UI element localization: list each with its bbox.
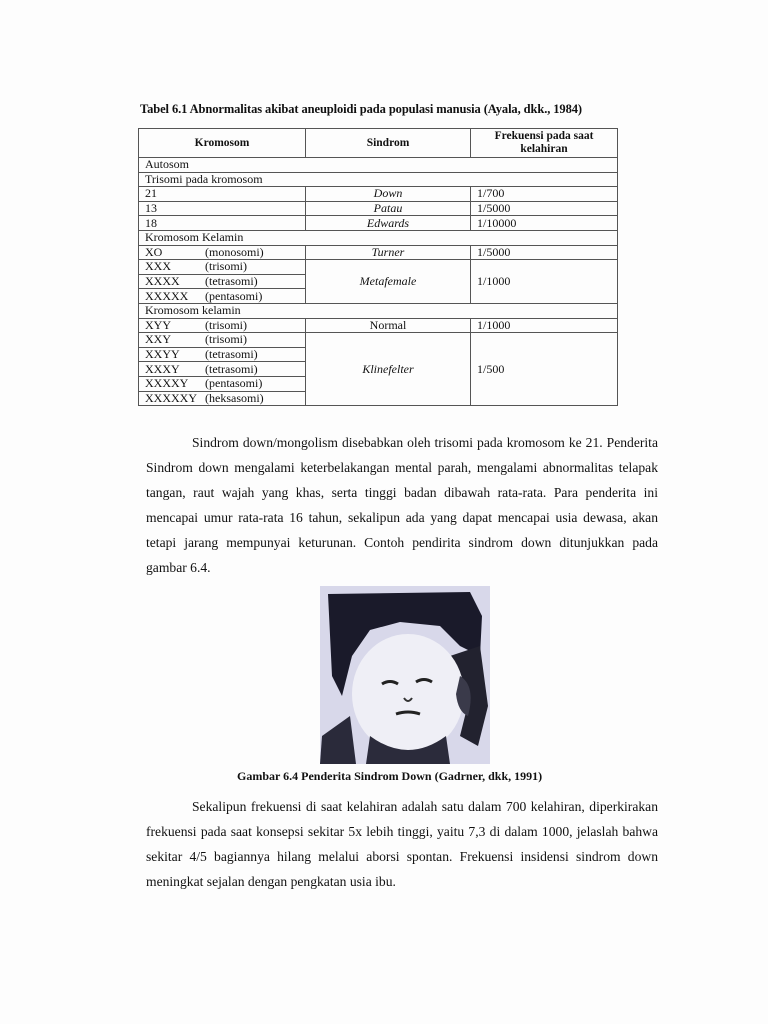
cell-sindrom: Down xyxy=(306,187,471,202)
paragraph-1-text: Sindrom down/mongolism disebabkan oleh trisomi pada kromosom ke 21. Penderita Sindrom down mengalami keterbelakangan mental parah, mengalami abnormalitas telapak tangan, raut wajah yang khas, serta tinggi badan dibawah rata-rata. Para penderita ini mencapai umur rata-rata 16 tahun, sekalipun ada yang dapat mencapai usia dewasa, akan tetapi jarang mempunyai keturunan. Contoh pendirita sindrom down ditunjukkan pada gambar 6.4. xyxy=(146,435,658,575)
kromosom-note: (pentasomi) xyxy=(205,288,263,303)
kromosom-code: XXYY xyxy=(145,347,180,362)
cell-kromosom: 21 xyxy=(139,187,306,202)
cell-frekuensi: 1/5000 xyxy=(471,245,618,260)
table-row xyxy=(139,303,618,318)
section-autosom: Autosom xyxy=(139,158,618,173)
cell-sindrom: Edwards xyxy=(306,216,471,231)
cell-sindrom: Patau xyxy=(306,201,471,216)
kromosom-code: XO xyxy=(145,244,163,259)
cell-kromosom xyxy=(139,347,306,362)
cell-sindrom: Normal xyxy=(306,318,471,333)
kromosom-note: (monosomi) xyxy=(205,244,264,259)
cell-frekuensi: 1/700 xyxy=(471,187,618,202)
cell-sindrom: Turner xyxy=(306,245,471,260)
cell-kromosom xyxy=(139,289,306,304)
cell-frekuensi: 1/5000 xyxy=(471,201,618,216)
header-kromosom: Kromosom xyxy=(139,129,306,158)
table-row xyxy=(139,245,618,260)
kromosom-note: (tetrasomi) xyxy=(205,274,258,289)
cell-kromosom xyxy=(139,333,306,348)
kromosom-code: XXXX xyxy=(145,274,180,289)
cell-kromosom: 13 xyxy=(139,201,306,216)
cell-kromosom xyxy=(139,245,306,260)
table-caption: Tabel 6.1 Abnormalitas akibat aneuploidi pada populasi manusia (Ayala, dkk., 1984) xyxy=(140,102,582,116)
table-row xyxy=(139,260,618,275)
kromosom-code: XXX xyxy=(145,259,171,274)
kromosom-code: XXXXXY xyxy=(145,390,197,405)
table-row xyxy=(139,158,618,173)
kromosom-note: (trisomi) xyxy=(205,332,247,347)
table-row xyxy=(139,172,618,187)
cell-kromosom xyxy=(139,376,306,391)
kromosom-code: XXXXY xyxy=(145,376,189,391)
figure-caption: Gambar 6.4 Penderita Sindrom Down (Gadrner, dkk, 1991) xyxy=(237,769,543,783)
table-header-row xyxy=(139,129,618,158)
kromosom-note: (trisomi) xyxy=(205,317,247,332)
cell-frekuensi: 1/10000 xyxy=(471,216,618,231)
cell-kromosom xyxy=(139,362,306,377)
header-frekuensi: Frekuensi pada saat kelahiran xyxy=(471,129,618,158)
kromosom-note: (heksasomi) xyxy=(205,390,264,405)
table-row xyxy=(139,318,618,333)
section-trisomi: Trisomi pada kromosom xyxy=(139,172,618,187)
section-kromosom-kelamin: Kromosom Kelamin xyxy=(139,230,618,245)
kromosom-note: (trisomi) xyxy=(205,259,247,274)
paragraph-2 xyxy=(146,794,658,894)
aneuploidy-table xyxy=(138,128,618,406)
cell-frekuensi: 1/1000 xyxy=(471,260,618,304)
table-row xyxy=(139,201,618,216)
paragraph-1 xyxy=(146,430,658,580)
kromosom-code: XYY xyxy=(145,317,171,332)
cell-kromosom: 18 xyxy=(139,216,306,231)
table-row xyxy=(139,187,618,202)
section-kromosom-kelamin-2: Kromosom kelamin xyxy=(139,303,618,318)
cell-frekuensi: 1/1000 xyxy=(471,318,618,333)
cell-frekuensi: 1/500 xyxy=(471,333,618,406)
kromosom-note: (tetrasomi) xyxy=(205,347,258,362)
cell-sindrom: Klinefelter xyxy=(306,333,471,406)
kromosom-note: (tetrasomi) xyxy=(205,361,258,376)
kromosom-note: (pentasomi) xyxy=(205,376,263,391)
cell-kromosom xyxy=(139,318,306,333)
down-syndrome-photo xyxy=(320,586,490,764)
cell-kromosom xyxy=(139,274,306,289)
cell-sindrom: Metafemale xyxy=(306,260,471,304)
kromosom-code: XXY xyxy=(145,332,171,347)
cell-kromosom xyxy=(139,260,306,275)
photo-illustration xyxy=(320,586,490,764)
paragraph-2-text: Sekalipun frekuensi di saat kelahiran adalah satu dalam 700 kelahiran, diperkirakan frekuensi pada saat konsepsi sekitar 5x lebih tinggi, yaitu 7,3 di dalam 1000, jelaslah bahwa sekitar 4/5 bagiannya hilang melalui aborsi spontan. Frekuensi insidensi sindrom down meningkat sejalan dengan pengkatan usia ibu. xyxy=(146,799,658,889)
cell-kromosom xyxy=(139,391,306,406)
kromosom-code: XXXY xyxy=(145,361,180,376)
table-row xyxy=(139,216,618,231)
header-sindrom: Sindrom xyxy=(306,129,471,158)
kromosom-code: XXXXX xyxy=(145,288,189,303)
table-row xyxy=(139,333,618,348)
table-row xyxy=(139,230,618,245)
